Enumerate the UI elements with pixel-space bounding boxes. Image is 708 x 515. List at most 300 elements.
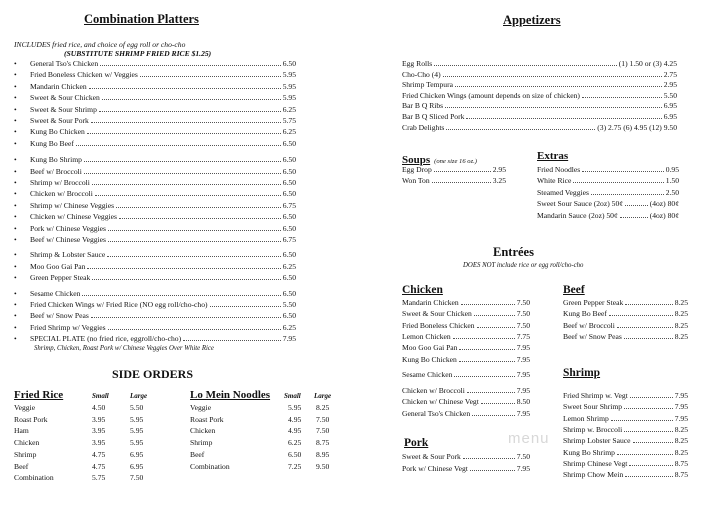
pork-item bbox=[402, 463, 530, 474]
combo-includes-note: INCLUDES fried rice, and choice of egg roll or cho-cho bbox=[14, 40, 186, 49]
dot-leader bbox=[89, 88, 281, 89]
shrimp-item bbox=[563, 401, 688, 412]
dot-leader bbox=[625, 205, 648, 206]
soup-item bbox=[402, 164, 506, 175]
dot-leader bbox=[624, 408, 673, 409]
item-name: Bar B Q Ribs bbox=[402, 101, 444, 111]
item-name: Pork w/ Chinese Vegt bbox=[402, 463, 468, 473]
appetizer-item bbox=[402, 100, 677, 111]
shrimp-item bbox=[563, 413, 688, 424]
item-price: 7.50 bbox=[516, 320, 530, 330]
item-price: 6.25 bbox=[282, 104, 296, 114]
item-name: Chicken w/ Broccoli bbox=[30, 189, 93, 199]
dot-leader bbox=[453, 338, 515, 339]
item-name: Beef w/ Snow Peas bbox=[30, 311, 89, 321]
item-name: Won Ton bbox=[402, 176, 430, 186]
size-item-name: Combination bbox=[190, 461, 230, 471]
dot-leader bbox=[432, 182, 491, 183]
shrimp-item bbox=[563, 458, 688, 469]
item-name: Crab Delights bbox=[402, 122, 445, 132]
appetizer-item bbox=[402, 69, 677, 80]
combo-item bbox=[14, 261, 296, 272]
item-name: Kung Bo Shrimp bbox=[30, 155, 82, 165]
item-price: 7.75 bbox=[516, 331, 530, 341]
dot-leader bbox=[620, 217, 648, 218]
item-price: 6.50 bbox=[282, 223, 296, 233]
item-price: 6.75 bbox=[282, 235, 296, 244]
dot-leader bbox=[140, 76, 281, 77]
item-price: 7.95 bbox=[674, 413, 688, 423]
combo-item bbox=[14, 249, 296, 260]
dot-leader bbox=[617, 454, 673, 455]
bullet-icon: • bbox=[14, 334, 17, 344]
dot-leader bbox=[99, 111, 281, 112]
item-price: 7.95 bbox=[516, 343, 530, 353]
item-name: Sweet & Sour Chicken bbox=[30, 93, 100, 103]
item-name: Cho-Cho (4) bbox=[402, 69, 441, 79]
appetizer-item bbox=[402, 122, 677, 133]
bullet-icon: • bbox=[14, 322, 17, 332]
dot-leader bbox=[95, 195, 281, 196]
dot-leader bbox=[477, 327, 515, 328]
combination-platters-title: Combination Platters bbox=[84, 12, 199, 26]
item-price: 5.50 bbox=[282, 300, 296, 309]
size-item-name: Ham bbox=[14, 426, 29, 436]
extra-item bbox=[537, 164, 679, 175]
shrimp-item bbox=[563, 390, 688, 401]
small-price: 4.95 bbox=[288, 426, 302, 436]
item-name: Moo Goo Gai Pan bbox=[30, 261, 86, 271]
size-item-name: Shrimp bbox=[190, 438, 213, 448]
item-name: Fried Shrimp w/ Veggies bbox=[30, 322, 106, 332]
bullet-icon: • bbox=[14, 81, 17, 91]
item-price: 8.25 bbox=[674, 447, 688, 457]
dot-leader bbox=[446, 129, 595, 130]
item-price: 6.25 bbox=[282, 261, 296, 271]
item-name: Egg Drop bbox=[402, 165, 432, 174]
large-price: 6.95 bbox=[130, 449, 144, 459]
dot-leader bbox=[92, 279, 280, 280]
item-name: Lemon Shrimp bbox=[563, 413, 609, 423]
item-name: Fried Chicken Wings (amount depends on size of chicken) bbox=[402, 90, 580, 100]
combo-item bbox=[14, 81, 296, 92]
dot-leader bbox=[474, 315, 515, 316]
small-price: 6.50 bbox=[288, 449, 302, 459]
item-price: 7.50 bbox=[516, 309, 530, 319]
combo-item bbox=[14, 92, 296, 103]
item-price: (3) 2.75 (6) 4.95 (12) 9.50 bbox=[597, 122, 677, 132]
fried-rice-small-header: Small bbox=[92, 392, 109, 400]
item-price: 5.50 bbox=[663, 90, 677, 100]
dot-leader bbox=[210, 306, 281, 307]
bullet-icon: • bbox=[14, 116, 17, 125]
item-name: Shrimp Chinese Vegt bbox=[563, 458, 628, 468]
item-name: White Rice bbox=[537, 176, 572, 186]
bullet-icon: • bbox=[14, 166, 17, 176]
item-name: Beef w/ Chinese Veggies bbox=[30, 235, 106, 244]
item-name: Green Pepper Steak bbox=[30, 273, 91, 283]
item-price: 5.95 bbox=[282, 93, 296, 103]
small-price: 4.50 bbox=[92, 403, 106, 412]
item-name: Fried Noodles bbox=[537, 165, 581, 174]
bullet-icon: • bbox=[14, 288, 17, 298]
chicken-item bbox=[402, 297, 530, 308]
dot-leader bbox=[582, 171, 663, 172]
beef-item bbox=[563, 320, 688, 331]
item-price: 8.25 bbox=[674, 436, 688, 446]
pork-title: Pork bbox=[404, 437, 429, 449]
item-name: Shrimp Chow Mein bbox=[563, 470, 624, 480]
item-price: 2.95 bbox=[663, 80, 677, 90]
size-item-name: Veggie bbox=[14, 403, 36, 412]
item-name: Moo Goo Gai Pan bbox=[402, 343, 458, 353]
dot-leader bbox=[630, 397, 673, 398]
size-item-name: Veggie bbox=[190, 403, 212, 412]
dot-leader bbox=[116, 207, 281, 208]
dot-leader bbox=[84, 161, 281, 162]
size-item-name: Roast Pork bbox=[14, 414, 48, 424]
dot-leader bbox=[100, 65, 281, 66]
bullet-icon: • bbox=[14, 178, 17, 187]
item-name: Mandarin Sauce (2oz) 50¢ bbox=[537, 210, 618, 220]
chicken-item bbox=[402, 342, 530, 353]
item-name: Shrimp Tempura bbox=[402, 80, 454, 90]
large-price: 5.95 bbox=[130, 426, 144, 436]
item-price: (4oz) 80¢ bbox=[649, 199, 679, 209]
combo-item bbox=[14, 188, 296, 199]
item-price: 7.50 bbox=[516, 298, 530, 307]
extra-item bbox=[537, 210, 679, 221]
large-price: 5.50 bbox=[130, 403, 144, 412]
item-price: 7.95 bbox=[516, 386, 530, 396]
small-price: 7.25 bbox=[288, 461, 302, 471]
combo-item bbox=[14, 200, 296, 211]
large-price: 8.95 bbox=[316, 449, 330, 459]
item-price: 6.50 bbox=[282, 273, 296, 283]
item-price: 2.50 bbox=[665, 187, 679, 197]
soup-item bbox=[402, 175, 506, 186]
entrees-title: Entrées bbox=[493, 245, 534, 259]
combo-item bbox=[14, 126, 296, 137]
item-price: (4oz) 80¢ bbox=[649, 210, 679, 220]
combo-item bbox=[14, 234, 296, 245]
dot-leader bbox=[434, 65, 617, 66]
item-name: Sweet & Sour Pork bbox=[30, 116, 89, 125]
bullet-icon: • bbox=[14, 93, 17, 103]
item-price: 7.95 bbox=[516, 369, 530, 379]
item-price: (1) 1.50 or (3) 4.25 bbox=[618, 59, 677, 68]
lo-mein-large-header: Large bbox=[314, 392, 332, 400]
extra-item bbox=[537, 187, 679, 198]
dot-leader bbox=[443, 76, 662, 77]
item-price: 7.95 bbox=[516, 354, 530, 364]
dot-leader bbox=[91, 317, 281, 318]
chicken-title: Chicken bbox=[402, 284, 443, 296]
item-price: 6.50 bbox=[282, 138, 296, 148]
item-price: 2.95 bbox=[492, 165, 506, 174]
dot-leader bbox=[455, 86, 662, 87]
combo-item bbox=[14, 223, 296, 234]
dot-leader bbox=[573, 182, 663, 183]
bullet-icon: • bbox=[14, 200, 17, 210]
small-price: 5.95 bbox=[288, 403, 302, 412]
beef-title: Beef bbox=[563, 284, 585, 296]
item-price: 8.25 bbox=[674, 424, 688, 434]
shrimp-item bbox=[563, 447, 688, 458]
shrimp-item bbox=[563, 469, 688, 480]
item-name: Fried Boneless Chicken bbox=[402, 320, 475, 330]
item-name: Kung Bo Beef bbox=[30, 138, 74, 148]
dot-leader bbox=[625, 304, 672, 305]
item-price: 7.95 bbox=[282, 334, 296, 344]
dot-leader bbox=[461, 304, 515, 305]
combo-item bbox=[14, 211, 296, 222]
item-price: 8.25 bbox=[674, 331, 688, 341]
item-price: 6.50 bbox=[282, 178, 296, 187]
fried-rice-title: Fried Rice bbox=[14, 389, 64, 401]
extra-item bbox=[537, 175, 679, 186]
dot-leader bbox=[107, 256, 280, 257]
item-name: Egg Rolls bbox=[402, 59, 433, 68]
item-price: 6.75 bbox=[282, 200, 296, 210]
combo-item bbox=[14, 58, 296, 69]
dot-leader bbox=[624, 338, 673, 339]
dot-leader bbox=[108, 241, 281, 242]
combo-item bbox=[14, 138, 296, 149]
dot-leader bbox=[183, 340, 281, 341]
size-item-name: Roast Pork bbox=[190, 414, 224, 424]
bullet-icon: • bbox=[14, 261, 17, 271]
dot-leader bbox=[617, 327, 673, 328]
item-name: General Tso's Chicken bbox=[402, 408, 471, 418]
item-price: 8.75 bbox=[674, 458, 688, 468]
small-price: 3.95 bbox=[92, 438, 106, 448]
dot-leader bbox=[84, 173, 281, 174]
item-price: 8.75 bbox=[674, 470, 688, 480]
combo-substitute-note: (SUBSTITUTE SHRIMP FRIED RICE $1.25) bbox=[64, 49, 212, 58]
watermark-logo: menu bbox=[508, 430, 550, 447]
size-item-name: Beef bbox=[14, 461, 29, 471]
item-name: Chicken w/ Chinese Veggies bbox=[30, 212, 117, 222]
item-price: 6.50 bbox=[282, 288, 296, 298]
small-price: 4.95 bbox=[288, 414, 302, 424]
item-name: Shrimp Lobster Sauce bbox=[563, 436, 631, 446]
item-price: 6.50 bbox=[282, 59, 296, 68]
special-plate-note: Shrimp, Chicken, Roast Pork w/ Chinese Veggies Over White Rice bbox=[34, 345, 214, 352]
small-price: 3.95 bbox=[92, 414, 106, 424]
small-price: 5.75 bbox=[92, 473, 106, 483]
item-name: Sesame Chicken bbox=[402, 369, 453, 379]
small-price: 4.75 bbox=[92, 461, 106, 471]
item-name: Sweet & Sour Chicken bbox=[402, 309, 472, 319]
item-name: Mandarin Chicken bbox=[30, 81, 87, 91]
bullet-icon: • bbox=[14, 155, 17, 165]
combo-item bbox=[14, 115, 296, 126]
entrees-note: DOES NOT include rice or egg roll/cho-cho bbox=[463, 262, 584, 269]
dot-leader bbox=[625, 476, 672, 477]
chicken-item bbox=[402, 396, 530, 407]
item-price: 7.95 bbox=[516, 408, 530, 418]
item-name: Shrimp w. Broccoli bbox=[563, 424, 623, 434]
combo-item bbox=[14, 322, 296, 333]
item-price: 1.50 bbox=[665, 176, 679, 186]
side-orders-title: SIDE ORDERS bbox=[112, 367, 194, 381]
small-price: 3.95 bbox=[92, 426, 106, 436]
dot-leader bbox=[609, 315, 673, 316]
beef-item bbox=[563, 297, 688, 308]
bullet-icon: • bbox=[14, 300, 17, 309]
item-price: 7.50 bbox=[516, 452, 530, 461]
dot-leader bbox=[459, 349, 514, 350]
large-price: 7.50 bbox=[316, 426, 330, 436]
item-name: Chicken w/ Broccoli bbox=[402, 386, 465, 396]
dot-leader bbox=[629, 465, 672, 466]
large-price: 9.50 bbox=[316, 461, 330, 471]
dot-leader bbox=[633, 442, 673, 443]
pork-item bbox=[402, 451, 530, 462]
dot-leader bbox=[92, 184, 281, 185]
bullet-icon: • bbox=[14, 70, 17, 80]
item-name: Shrimp & Lobster Sauce bbox=[30, 250, 106, 260]
item-name: Sweet Sour Shrimp bbox=[563, 402, 623, 412]
item-name: Lemon Chicken bbox=[402, 331, 451, 341]
item-name: Beef w/ Broccoli bbox=[30, 166, 82, 176]
item-price: 5.95 bbox=[282, 70, 296, 80]
chicken-item bbox=[402, 354, 530, 365]
dot-leader bbox=[108, 230, 281, 231]
chicken-item bbox=[402, 385, 530, 396]
item-name: Shrimp w/ Chinese Veggies bbox=[30, 200, 115, 210]
chicken-item bbox=[402, 408, 530, 419]
dot-leader bbox=[467, 392, 515, 393]
dot-leader bbox=[87, 133, 281, 134]
large-price: 7.50 bbox=[130, 473, 144, 483]
item-name: Sweet & Sour Pork bbox=[402, 452, 461, 461]
large-price: 5.95 bbox=[130, 414, 144, 424]
item-price: 8.25 bbox=[674, 320, 688, 330]
dot-leader bbox=[582, 97, 662, 98]
item-name: Shrimp w/ Broccoli bbox=[30, 178, 90, 187]
item-name: Fried Boneless Chicken w/ Veggies bbox=[30, 70, 138, 80]
bullet-icon: • bbox=[14, 235, 17, 244]
item-name: Pork w/ Chinese Veggies bbox=[30, 223, 107, 233]
size-item-name: Beef bbox=[190, 449, 205, 459]
item-name: Mandarin Chicken bbox=[402, 298, 459, 307]
appetizer-item bbox=[402, 111, 677, 122]
large-price: 6.95 bbox=[130, 461, 144, 471]
bullet-icon: • bbox=[14, 189, 17, 199]
chicken-item bbox=[402, 308, 530, 319]
dot-leader bbox=[459, 361, 515, 362]
bullet-icon: • bbox=[14, 223, 17, 233]
dot-leader bbox=[624, 431, 673, 432]
item-name: Kung Bo Chicken bbox=[402, 354, 457, 364]
combo-item bbox=[14, 166, 296, 177]
dot-leader bbox=[470, 470, 515, 471]
large-price: 8.25 bbox=[316, 403, 330, 412]
item-name: SPECIAL PLATE (no fried rice, eggroll/cho-cho) bbox=[30, 334, 182, 344]
item-name: Kung Bo Shrimp bbox=[563, 447, 615, 457]
item-name: Steamed Veggies bbox=[537, 187, 589, 197]
item-price: 3.25 bbox=[492, 176, 506, 186]
combo-item bbox=[14, 299, 296, 310]
dot-leader bbox=[445, 107, 662, 108]
dot-leader bbox=[119, 218, 281, 219]
dot-leader bbox=[87, 268, 280, 269]
item-price: 6.50 bbox=[282, 250, 296, 260]
item-name: Green Pepper Steak bbox=[563, 298, 624, 307]
item-price: 7.95 bbox=[674, 391, 688, 400]
large-price: 5.95 bbox=[130, 438, 144, 448]
bullet-icon: • bbox=[14, 311, 17, 321]
item-price: 6.25 bbox=[282, 322, 296, 332]
item-name: Kung Bo Beef bbox=[563, 309, 607, 319]
dot-leader bbox=[466, 118, 661, 119]
bullet-icon: • bbox=[14, 59, 17, 68]
combo-item bbox=[14, 104, 296, 115]
item-price: 6.95 bbox=[663, 112, 677, 121]
small-price: 6.25 bbox=[288, 438, 302, 448]
appetizer-item bbox=[402, 58, 677, 69]
item-name: Sweet & Sour Shrimp bbox=[30, 104, 97, 114]
item-name: Fried Shrimp w. Vegt bbox=[563, 391, 628, 400]
soups-title: Soups bbox=[402, 154, 431, 166]
appetizer-item bbox=[402, 90, 677, 101]
dot-leader bbox=[434, 171, 491, 172]
bullet-icon: • bbox=[14, 138, 17, 148]
chicken-item bbox=[402, 369, 530, 380]
item-name: Sweet Sour Sauce (2oz) 50¢ bbox=[537, 199, 624, 209]
lo-mein-small-header: Small bbox=[284, 392, 301, 400]
item-name: Beef w/ Broccoli bbox=[563, 320, 615, 330]
size-item-name: Chicken bbox=[14, 438, 40, 448]
item-name: Beef w/ Snow Peas bbox=[563, 331, 622, 341]
item-price: 8.25 bbox=[674, 298, 688, 307]
large-price: 8.75 bbox=[316, 438, 330, 448]
shrimp-title: Shrimp bbox=[563, 367, 601, 379]
dot-leader bbox=[472, 415, 515, 416]
dot-leader bbox=[611, 420, 673, 421]
large-price: 7.50 bbox=[316, 414, 330, 424]
soups-size-note: (one size 16 oz.) bbox=[434, 158, 477, 165]
shrimp-item bbox=[563, 424, 688, 435]
dot-leader bbox=[454, 376, 514, 377]
dot-leader bbox=[108, 329, 281, 330]
item-price: 7.95 bbox=[674, 402, 688, 412]
size-item-name: Chicken bbox=[190, 426, 216, 436]
item-price: 8.50 bbox=[516, 397, 530, 407]
item-price: 2.75 bbox=[663, 69, 677, 79]
extra-item bbox=[537, 198, 679, 209]
combo-item bbox=[14, 310, 296, 321]
bullet-icon: • bbox=[14, 250, 17, 260]
combo-item bbox=[14, 177, 296, 188]
bullet-icon: • bbox=[14, 212, 17, 222]
appetizer-item bbox=[402, 79, 677, 90]
item-price: 6.50 bbox=[282, 155, 296, 165]
item-name: Sesame Chicken bbox=[30, 288, 81, 298]
shrimp-item bbox=[563, 435, 688, 446]
size-item-name: Combination bbox=[14, 473, 54, 483]
size-item-name: Shrimp bbox=[14, 449, 37, 459]
item-price: 0.95 bbox=[665, 165, 679, 174]
dot-leader bbox=[91, 122, 281, 123]
item-price: 8.25 bbox=[674, 309, 688, 319]
bullet-icon: • bbox=[14, 127, 17, 137]
dot-leader bbox=[463, 458, 515, 459]
item-name: General Tso's Chicken bbox=[30, 59, 99, 68]
lo-mein-title: Lo Mein Noodles bbox=[190, 389, 271, 401]
